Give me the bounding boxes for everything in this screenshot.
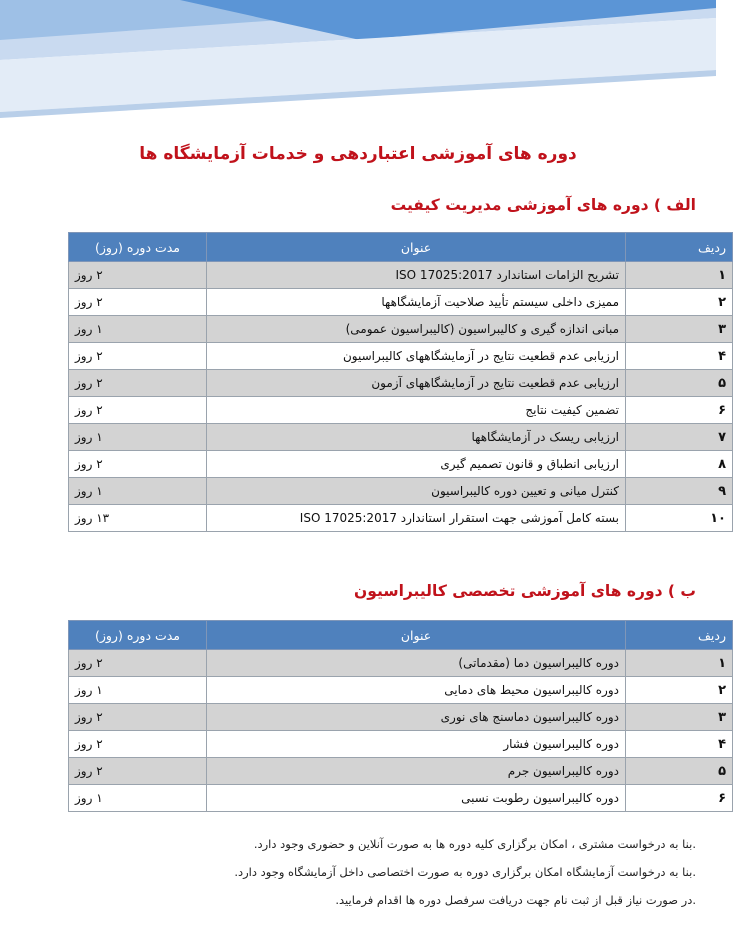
column-header-num: ردیف xyxy=(626,233,733,262)
row-num: ۹ xyxy=(626,478,733,505)
notes xyxy=(176,830,696,914)
note-onsite: .بنا به درخواست آزمایشگاه امکان برگزاری دوره به صورت اختصاصی داخل آزمایشگاه وجود دارد. xyxy=(234,865,696,879)
table-row xyxy=(69,731,733,758)
row-num: ۵ xyxy=(626,758,733,785)
row-num: ۴ xyxy=(626,343,733,370)
row-duration: ۲ روز xyxy=(69,731,207,758)
row-duration: ۱ روز xyxy=(69,316,207,343)
row-title: مبانی اندازه گیری و کالیبراسیون (کالیبراسیون عمومی) xyxy=(207,316,626,343)
table-row xyxy=(69,677,733,704)
table-row xyxy=(69,370,733,397)
row-title: دوره کالیبراسیون دماسنج های نوری xyxy=(207,704,626,731)
row-duration: ۲ روز xyxy=(69,704,207,731)
row-num: ۲ xyxy=(626,289,733,316)
table-row xyxy=(69,650,733,677)
table-row xyxy=(69,758,733,785)
row-duration: ۲ روز xyxy=(69,650,207,677)
row-title: ارزیابی عدم قطعیت نتایج در آزمایشگاههای آزمون xyxy=(207,370,626,397)
row-duration: ۲ روز xyxy=(69,343,207,370)
document-title: دوره های آموزشی اعتباردهی و خدمات آزمایشگاه ها xyxy=(139,144,577,164)
row-title: دوره کالیبراسیون دما (مقدماتی) xyxy=(207,650,626,677)
column-header-duration: مدت دوره (روز) xyxy=(69,233,207,262)
table-row xyxy=(69,424,733,451)
calibration-courses-table xyxy=(68,620,733,812)
table-row xyxy=(69,262,733,289)
row-title: ارزیابی ریسک در آزمایشگاهها xyxy=(207,424,626,451)
table-row xyxy=(69,785,733,812)
table-row xyxy=(69,478,733,505)
row-num: ۷ xyxy=(626,424,733,451)
note-syllabus: .در صورت نیاز قبل از ثبت نام جهت دریافت سرفصل دوره ها اقدام فرمایید. xyxy=(335,893,696,907)
section-a-title: الف ) دوره های آموزشی مدیریت کیفیت xyxy=(390,196,696,214)
header-banner xyxy=(0,0,716,130)
row-num: ۱۰ xyxy=(626,505,733,532)
row-title: دوره کالیبراسیون جرم xyxy=(207,758,626,785)
table-row xyxy=(69,316,733,343)
row-duration: ۲ روز xyxy=(69,397,207,424)
table-row xyxy=(69,289,733,316)
column-header-title: عنوان xyxy=(207,233,626,262)
row-num: ۶ xyxy=(626,397,733,424)
section-b-title: ب ) دوره های آموزشی تخصصی کالیبراسیون xyxy=(354,582,696,600)
row-num: ۴ xyxy=(626,731,733,758)
note-online: .بنا به درخواست مشتری ، امکان برگزاری کلیه دوره ها به صورت آنلاین و حضوری وجود دارد. xyxy=(253,837,696,851)
row-num: ۲ xyxy=(626,677,733,704)
row-duration: ۲ روز xyxy=(69,370,207,397)
row-num: ۱ xyxy=(626,650,733,677)
row-duration: ۲ روز xyxy=(69,262,207,289)
row-duration: ۱ روز xyxy=(69,478,207,505)
table-row xyxy=(69,505,733,532)
row-title: کنترل میانی و تعیین دوره کالیبراسیون xyxy=(207,478,626,505)
row-title: ارزیابی انطباق و قانون تصمیم گیری xyxy=(207,451,626,478)
table-header-row xyxy=(69,621,733,650)
row-num: ۵ xyxy=(626,370,733,397)
row-title: دوره کالیبراسیون محیط های دمایی xyxy=(207,677,626,704)
row-title: دوره کالیبراسیون رطوبت نسبی xyxy=(207,785,626,812)
row-duration: ۱ روز xyxy=(69,785,207,812)
quality-courses-table xyxy=(68,232,733,532)
table-header-row xyxy=(69,233,733,262)
table-row xyxy=(69,451,733,478)
table-row xyxy=(69,397,733,424)
row-num: ۳ xyxy=(626,316,733,343)
row-title: دوره کالیبراسیون فشار xyxy=(207,731,626,758)
row-title: ارزیابی عدم قطعیت نتایج در آزمایشگاههای کالیبراسیون xyxy=(207,343,626,370)
column-header-duration: مدت دوره (روز) xyxy=(69,621,207,650)
column-header-title: عنوان xyxy=(207,621,626,650)
row-duration: ۲ روز xyxy=(69,451,207,478)
column-header-num: ردیف xyxy=(626,621,733,650)
row-num: ۳ xyxy=(626,704,733,731)
row-num: ۸ xyxy=(626,451,733,478)
row-duration: ۲ روز xyxy=(69,289,207,316)
row-duration: ۲ روز xyxy=(69,758,207,785)
table-row xyxy=(69,343,733,370)
row-title: ممیزی داخلی سیستم تأیید صلاحیت آزمایشگاهها xyxy=(207,289,626,316)
table-row xyxy=(69,704,733,731)
row-num: ۱ xyxy=(626,262,733,289)
row-title: بسته کامل آموزشی جهت استقرار استاندارد ISO 17025:2017 xyxy=(207,505,626,532)
row-duration: ۱ روز xyxy=(69,677,207,704)
row-duration: ۱۳ روز xyxy=(69,505,207,532)
row-num: ۶ xyxy=(626,785,733,812)
row-title: تشریح الزامات استاندارد ISO 17025:2017 xyxy=(207,262,626,289)
row-title: تضمین کیفیت نتایج xyxy=(207,397,626,424)
row-duration: ۱ روز xyxy=(69,424,207,451)
